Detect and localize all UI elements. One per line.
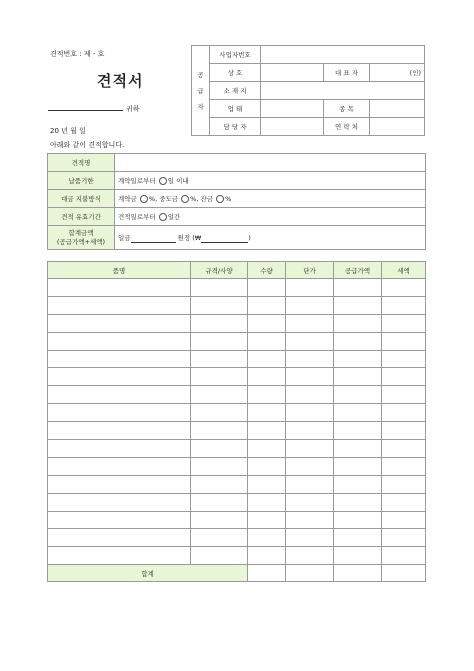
cell-supply-amount[interactable] (334, 350, 382, 368)
cell-supply-amount[interactable] (334, 511, 382, 529)
validity-label: 견적 유효기간 (48, 208, 115, 226)
cell-tax[interactable] (382, 529, 426, 547)
cell-spec[interactable] (191, 368, 248, 386)
blank-circle-icon (181, 195, 189, 203)
cell-unit-price[interactable] (286, 332, 334, 350)
table-row (48, 368, 426, 386)
cell-tax[interactable] (382, 457, 426, 475)
cell-tax[interactable] (382, 422, 426, 440)
cell-supply-amount[interactable] (334, 386, 382, 404)
contact-label: 연 락 처 (324, 118, 370, 136)
cell-tax[interactable] (382, 511, 426, 529)
cell-unit-price[interactable] (286, 350, 334, 368)
cell-qty[interactable] (248, 457, 286, 475)
cell-unit-price[interactable] (286, 457, 334, 475)
ceo-label: 대 표 자 (324, 64, 370, 82)
cell-qty[interactable] (248, 511, 286, 529)
cell-item[interactable] (48, 332, 191, 350)
cell-tax[interactable] (382, 386, 426, 404)
table-row (48, 332, 426, 350)
manager-label: 담 당 자 (210, 118, 261, 136)
cell-supply-amount[interactable] (334, 404, 382, 422)
cell-item[interactable] (48, 440, 191, 458)
cell-spec[interactable] (191, 386, 248, 404)
cell-qty[interactable] (248, 440, 286, 458)
cell-spec[interactable] (191, 475, 248, 493)
cell-item[interactable] (48, 529, 191, 547)
cell-qty[interactable] (248, 332, 286, 350)
cell-unit-price[interactable] (286, 440, 334, 458)
cell-spec[interactable] (191, 404, 248, 422)
cell-tax[interactable] (382, 493, 426, 511)
cell-tax[interactable] (382, 296, 426, 314)
blank-circle-icon (216, 195, 224, 203)
cell-spec[interactable] (191, 440, 248, 458)
blank-circle-icon (159, 213, 167, 221)
cell-tax[interactable] (382, 279, 426, 297)
cell-spec[interactable] (191, 529, 248, 547)
cell-item[interactable] (48, 404, 191, 422)
cell-item[interactable] (48, 422, 191, 440)
cell-unit-price[interactable] (286, 314, 334, 332)
cell-spec[interactable] (191, 511, 248, 529)
cell-spec[interactable] (191, 547, 248, 565)
cell-unit-price[interactable] (286, 422, 334, 440)
table-row (48, 529, 426, 547)
table-row (48, 296, 426, 314)
address-label: 소 재 지 (210, 82, 261, 100)
cell-qty[interactable] (248, 422, 286, 440)
cell-unit-price[interactable] (286, 547, 334, 565)
payment-value[interactable]: 계약금 %, 중도금 %, 잔금 % (115, 190, 426, 208)
sum-tax[interactable] (382, 565, 426, 582)
sum-qty[interactable] (248, 565, 286, 582)
business-type-value[interactable] (261, 100, 324, 118)
cell-item[interactable] (48, 547, 191, 565)
table-row (48, 440, 426, 458)
cell-item[interactable] (48, 350, 191, 368)
blank-circle-icon (140, 195, 148, 203)
company-value[interactable] (261, 64, 324, 82)
cell-qty[interactable] (248, 314, 286, 332)
cell-supply-amount[interactable] (334, 422, 382, 440)
table-row (48, 386, 426, 404)
table-row (48, 404, 426, 422)
cell-supply-amount[interactable] (334, 529, 382, 547)
cell-item[interactable] (48, 296, 191, 314)
cell-qty[interactable] (248, 529, 286, 547)
supplier-side-label: 공 급 자 (192, 46, 210, 136)
cell-item[interactable] (48, 368, 191, 386)
cell-qty[interactable] (248, 493, 286, 511)
manager-value[interactable] (261, 118, 324, 136)
col-header-supply-amount: 공급가액 (334, 262, 382, 279)
business-item-value[interactable] (370, 100, 425, 118)
cell-unit-price[interactable] (286, 493, 334, 511)
seal-mark: (인) (370, 64, 425, 82)
col-header-item: 품명 (48, 262, 191, 279)
cell-tax[interactable] (382, 404, 426, 422)
table-row (48, 422, 426, 440)
cell-spec[interactable] (191, 350, 248, 368)
cell-spec[interactable] (191, 279, 248, 297)
table-row (48, 350, 426, 368)
estimate-name-value[interactable] (115, 154, 426, 172)
table-row (48, 475, 426, 493)
cell-qty[interactable] (248, 547, 286, 565)
estimate-name-label: 견적명 (48, 154, 115, 172)
table-row (48, 547, 426, 565)
table-row (48, 493, 426, 511)
business-item-label: 종 목 (324, 100, 370, 118)
cell-unit-price[interactable] (286, 511, 334, 529)
business-type-label: 업 태 (210, 100, 261, 118)
cell-qty[interactable] (248, 350, 286, 368)
cell-spec[interactable] (191, 332, 248, 350)
cell-spec[interactable] (191, 314, 248, 332)
cell-tax[interactable] (382, 314, 426, 332)
cell-item[interactable] (48, 475, 191, 493)
cell-item[interactable] (48, 457, 191, 475)
blank-circle-icon (159, 177, 167, 185)
payment-label: 대금 지불방식 (48, 190, 115, 208)
contact-value[interactable] (370, 118, 425, 136)
sum-label: 합계 (48, 565, 248, 582)
page-title: 견적서 (97, 72, 144, 90)
cell-item[interactable] (48, 493, 191, 511)
biz-number-value[interactable] (261, 46, 425, 64)
items-table (47, 261, 426, 582)
sum-supply-amount[interactable] (334, 565, 382, 582)
biz-number-label: 사업자번호 (210, 46, 261, 64)
cell-supply-amount[interactable] (334, 475, 382, 493)
cell-supply-amount[interactable] (334, 332, 382, 350)
cell-qty[interactable] (248, 386, 286, 404)
cell-tax[interactable] (382, 368, 426, 386)
col-header-qty: 수량 (248, 262, 286, 279)
table-row (48, 314, 426, 332)
address-value[interactable] (261, 82, 425, 100)
cell-unit-price[interactable] (286, 296, 334, 314)
sum-unit-price[interactable] (286, 565, 334, 582)
cell-supply-amount[interactable] (334, 314, 382, 332)
cell-supply-amount[interactable] (334, 547, 382, 565)
cell-item[interactable] (48, 314, 191, 332)
cell-unit-price[interactable] (286, 475, 334, 493)
cell-tax[interactable] (382, 475, 426, 493)
supplier-table (191, 45, 425, 136)
cell-spec[interactable] (191, 457, 248, 475)
delivery-label: 납품기한 (48, 172, 115, 190)
validity-value[interactable]: 견적일로부터 일간 (115, 208, 426, 226)
recipient-line (48, 110, 123, 111)
cell-tax[interactable] (382, 332, 426, 350)
cell-tax[interactable] (382, 350, 426, 368)
cell-supply-amount[interactable] (334, 296, 382, 314)
cell-spec[interactable] (191, 422, 248, 440)
cell-spec[interactable] (191, 296, 248, 314)
cell-unit-price[interactable] (286, 368, 334, 386)
cell-supply-amount[interactable] (334, 440, 382, 458)
cell-item[interactable] (48, 511, 191, 529)
col-header-unit-price: 단가 (286, 262, 334, 279)
total-amount-value[interactable]: 일금 원정 (₩ ) (115, 226, 426, 250)
cell-qty[interactable] (248, 279, 286, 297)
cell-tax[interactable] (382, 440, 426, 458)
col-header-spec: 규격/사양 (191, 262, 248, 279)
cell-spec[interactable] (191, 493, 248, 511)
cell-supply-amount[interactable] (334, 457, 382, 475)
cell-supply-amount[interactable] (334, 279, 382, 297)
cell-tax[interactable] (382, 547, 426, 565)
total-amount-label: 합계금액 (공급가액+세액) (48, 226, 115, 250)
cell-supply-amount[interactable] (334, 368, 382, 386)
cell-item[interactable] (48, 279, 191, 297)
terms-table (47, 153, 426, 250)
intro-text: 아래와 같이 견적합니다. (50, 141, 125, 149)
table-row (48, 279, 426, 297)
cell-unit-price[interactable] (286, 404, 334, 422)
date-line: 20 년 월 일 (50, 127, 86, 135)
cell-qty[interactable] (248, 404, 286, 422)
cell-unit-price[interactable] (286, 279, 334, 297)
col-header-tax: 세액 (382, 262, 426, 279)
cell-qty[interactable] (248, 475, 286, 493)
delivery-value[interactable]: 계약일로부터 일 이내 (115, 172, 426, 190)
cell-unit-price[interactable] (286, 386, 334, 404)
table-row (48, 457, 426, 475)
cell-unit-price[interactable] (286, 529, 334, 547)
cell-supply-amount[interactable] (334, 493, 382, 511)
cell-item[interactable] (48, 386, 191, 404)
cell-qty[interactable] (248, 296, 286, 314)
doc-number: 견적번호 : 제 - 호 (50, 50, 105, 58)
recipient-suffix: 귀하 (126, 105, 140, 113)
cell-qty[interactable] (248, 368, 286, 386)
table-row (48, 511, 426, 529)
company-label: 상 호 (210, 64, 261, 82)
